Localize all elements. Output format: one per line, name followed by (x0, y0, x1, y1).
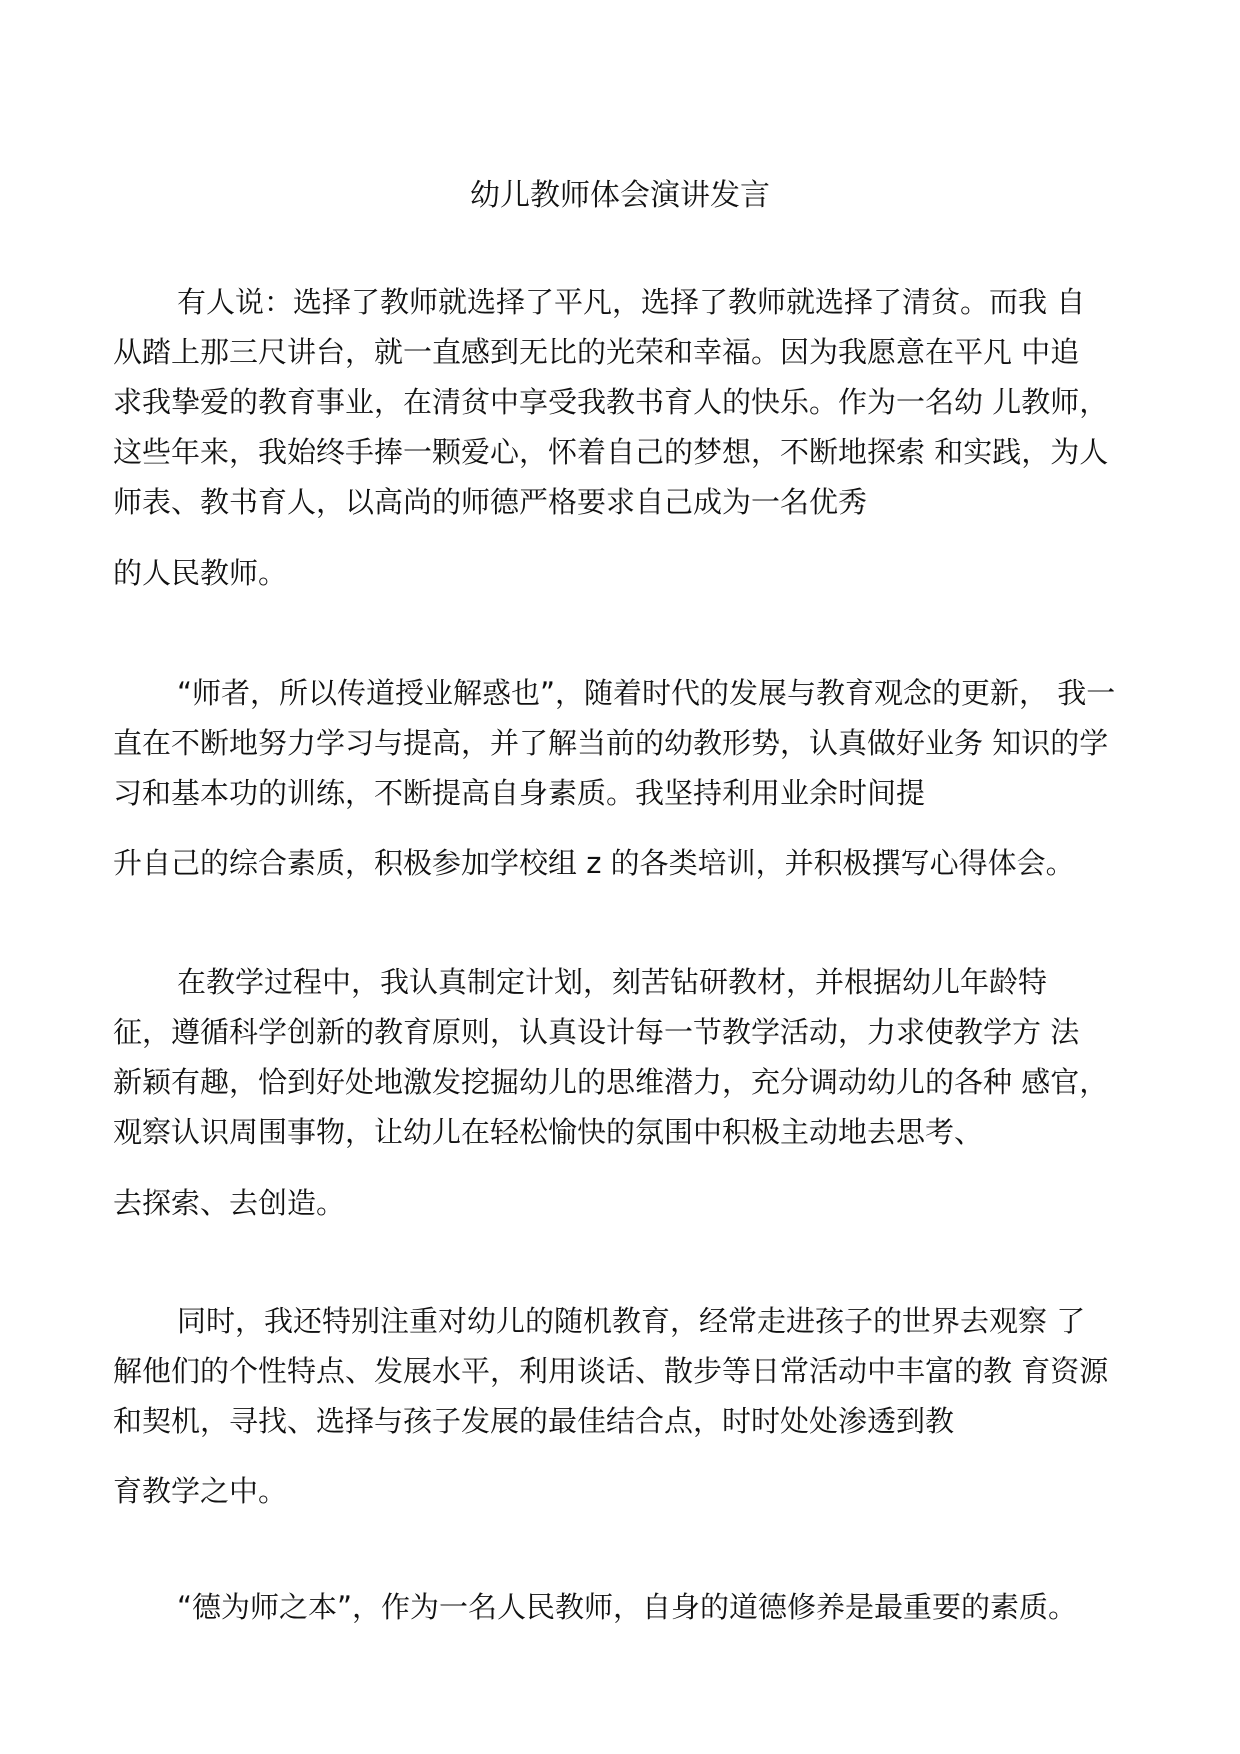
text-line: 同时，我还特别注重对幼儿的随机教育，经常走进孩子的世界去观察 了 (177, 1304, 1086, 1338)
text-line: 育教学之中。 (113, 1474, 288, 1508)
text-line: 解他们的个性特点、发展水平，利用谈话、散步等日常活动中丰富的教 育资源 (113, 1354, 1109, 1388)
text-line: 直在不断地努力学习与提高，并了解当前的幼教形势，认真做好业务 知识的学 (113, 726, 1109, 760)
text-line: 的人民教师。 (113, 556, 288, 590)
text-line: 师表、教书育人，以高尚的师德严格要求自己成为一名优秀 (113, 485, 868, 519)
text-line: 新颖有趣，恰到好处地激发挖掘幼儿的思维潜力，充分调动幼儿的各种 感官， (113, 1065, 1109, 1099)
text-line: 征，遵循科学创新的教育原则，认真设计每一节教学活动，力求使教学方 法 (113, 1015, 1080, 1049)
text-line: 这些年来，我始终手捧一颗爱心，怀着自己的梦想，不断地探索 和实践，为人 (113, 435, 1109, 469)
document-title: 幼儿教师体会演讲发言 (470, 178, 770, 213)
text-line: 在教学过程中，我认真制定计划，刻苦钻研教材，并根据幼儿年龄特 (177, 965, 1048, 999)
text-line: 和契机，寻找、选择与孩子发展的最佳结合点，时时处处渗透到教 (113, 1404, 955, 1438)
text-line: 观察认识周围事物，让幼儿在轻松愉快的氛围中积极主动地去思考、 (113, 1115, 984, 1149)
text-line: 习和基本功的训练，不断提高自身素质。我坚持利用业余时间提 (113, 776, 926, 810)
text-line: 求我挚爱的教育事业，在清贫中享受我教书育人的快乐。作为一名幼 儿教师， (113, 385, 1109, 419)
text-line: “师者，所以传道授业解惑也”，随着时代的发展与教育观念的更新， 我一 (177, 676, 1116, 710)
text-line: 从踏上那三尺讲台，就一直感到无比的光荣和幸福。因为我愿意在平凡 中追 (113, 335, 1080, 369)
text-line: “德为师之本”，作为一名人民教师，自身的道德修养是最重要的素质。 (177, 1590, 1078, 1624)
text-line: 升自己的综合素质，积极参加学校组 z 的各类培训，并积极撰写心得体会。 (113, 846, 1075, 880)
text-line: 有人说：选择了教师就选择了平凡，选择了教师就选择了清贫。而我 自 (177, 285, 1086, 319)
text-line: 去探索、去创造。 (113, 1186, 346, 1220)
